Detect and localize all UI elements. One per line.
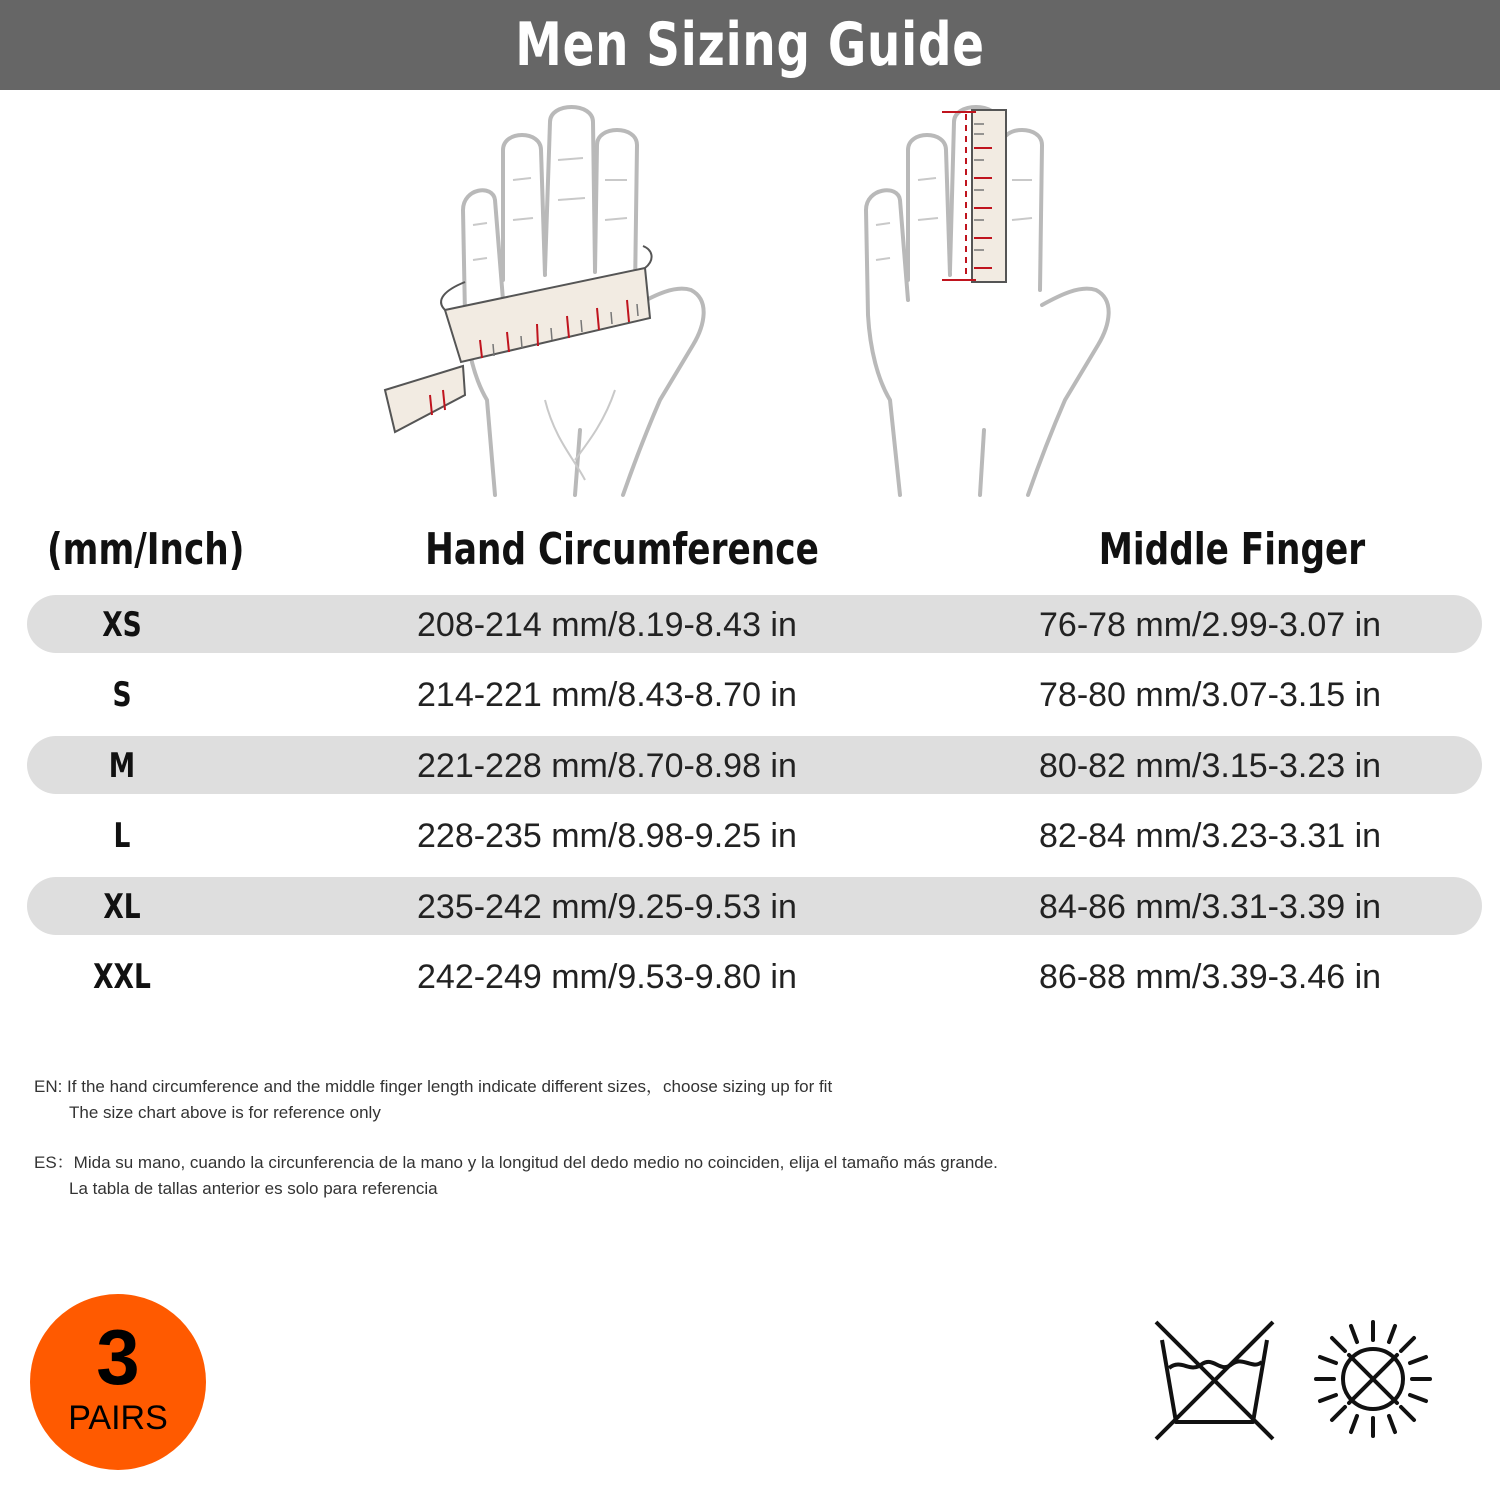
finger-ruler-icon (850, 100, 1130, 500)
sizing-notes (34, 1074, 998, 1226)
table-row (27, 665, 1482, 723)
finger-value: 80-82 mm/3.15-3.23 in (1039, 746, 1382, 785)
finger-value: 86-88 mm/3.39-3.46 in (1039, 957, 1382, 996)
title-banner (0, 0, 1500, 90)
finger-value: 82-84 mm/3.23-3.31 in (1039, 817, 1382, 856)
note-en-line1: EN: If the hand circumference and the middle finger length indicate different sizes，choose sizing up for fit (34, 1077, 833, 1096)
table-row (27, 736, 1482, 794)
note-en (34, 1074, 998, 1126)
do-not-sun-dry-icon (1312, 1318, 1434, 1440)
size-label: XS (102, 605, 142, 645)
hand-value: 235-242 mm/9.25-9.53 in (417, 887, 797, 926)
col-header-hand: Hand Circumference (425, 524, 819, 575)
pairs-label: PAIRS (68, 1399, 168, 1437)
finger-value: 76-78 mm/2.99-3.07 in (1039, 606, 1382, 644)
hand-value: 228-235 mm/8.98-9.25 in (417, 817, 797, 856)
table-body (27, 595, 1482, 1017)
size-label: S (112, 675, 132, 716)
table-row (27, 595, 1482, 653)
size-chart-table (27, 520, 1482, 997)
note-es (34, 1150, 998, 1202)
note-en-line2: The size chart above is for reference only (69, 1103, 381, 1122)
table-row (27, 947, 1482, 1005)
table-header (27, 520, 1482, 590)
size-label: L (113, 816, 131, 857)
hand-value: 214-221 mm/8.43-8.70 in (417, 676, 797, 715)
finger-value: 78-80 mm/3.07-3.15 in (1039, 676, 1382, 715)
pairs-count: 3 (96, 1313, 140, 1401)
hand-value: 221-228 mm/8.70-8.98 in (417, 746, 797, 785)
hand-measuring-tape-icon (375, 100, 725, 500)
table-row (27, 877, 1482, 935)
page-title: Men Sizing Guide (515, 10, 985, 80)
note-es-line1: ES：Mida su mano, cuando la circunferencia de la mano y la longitud del dedo medio no coinciden, elija el tamaño más grande. (34, 1153, 998, 1172)
size-label: XL (103, 886, 141, 927)
size-label: M (108, 745, 136, 786)
note-es-line2: La tabla de tallas anterior es solo para referencia (69, 1179, 438, 1198)
size-label: XXL (93, 956, 151, 997)
col-header-finger: Middle Finger (1098, 524, 1366, 575)
pairs-badge (30, 1294, 206, 1470)
hand-value: 242-249 mm/9.53-9.80 in (417, 957, 797, 996)
unit-label: (mm/Inch) (47, 524, 245, 575)
table-row (27, 806, 1482, 864)
finger-value: 84-86 mm/3.31-3.39 in (1039, 887, 1382, 926)
hand-value: 208-214 mm/8.19-8.43 in (417, 606, 797, 644)
do-not-wash-icon (1152, 1318, 1277, 1443)
